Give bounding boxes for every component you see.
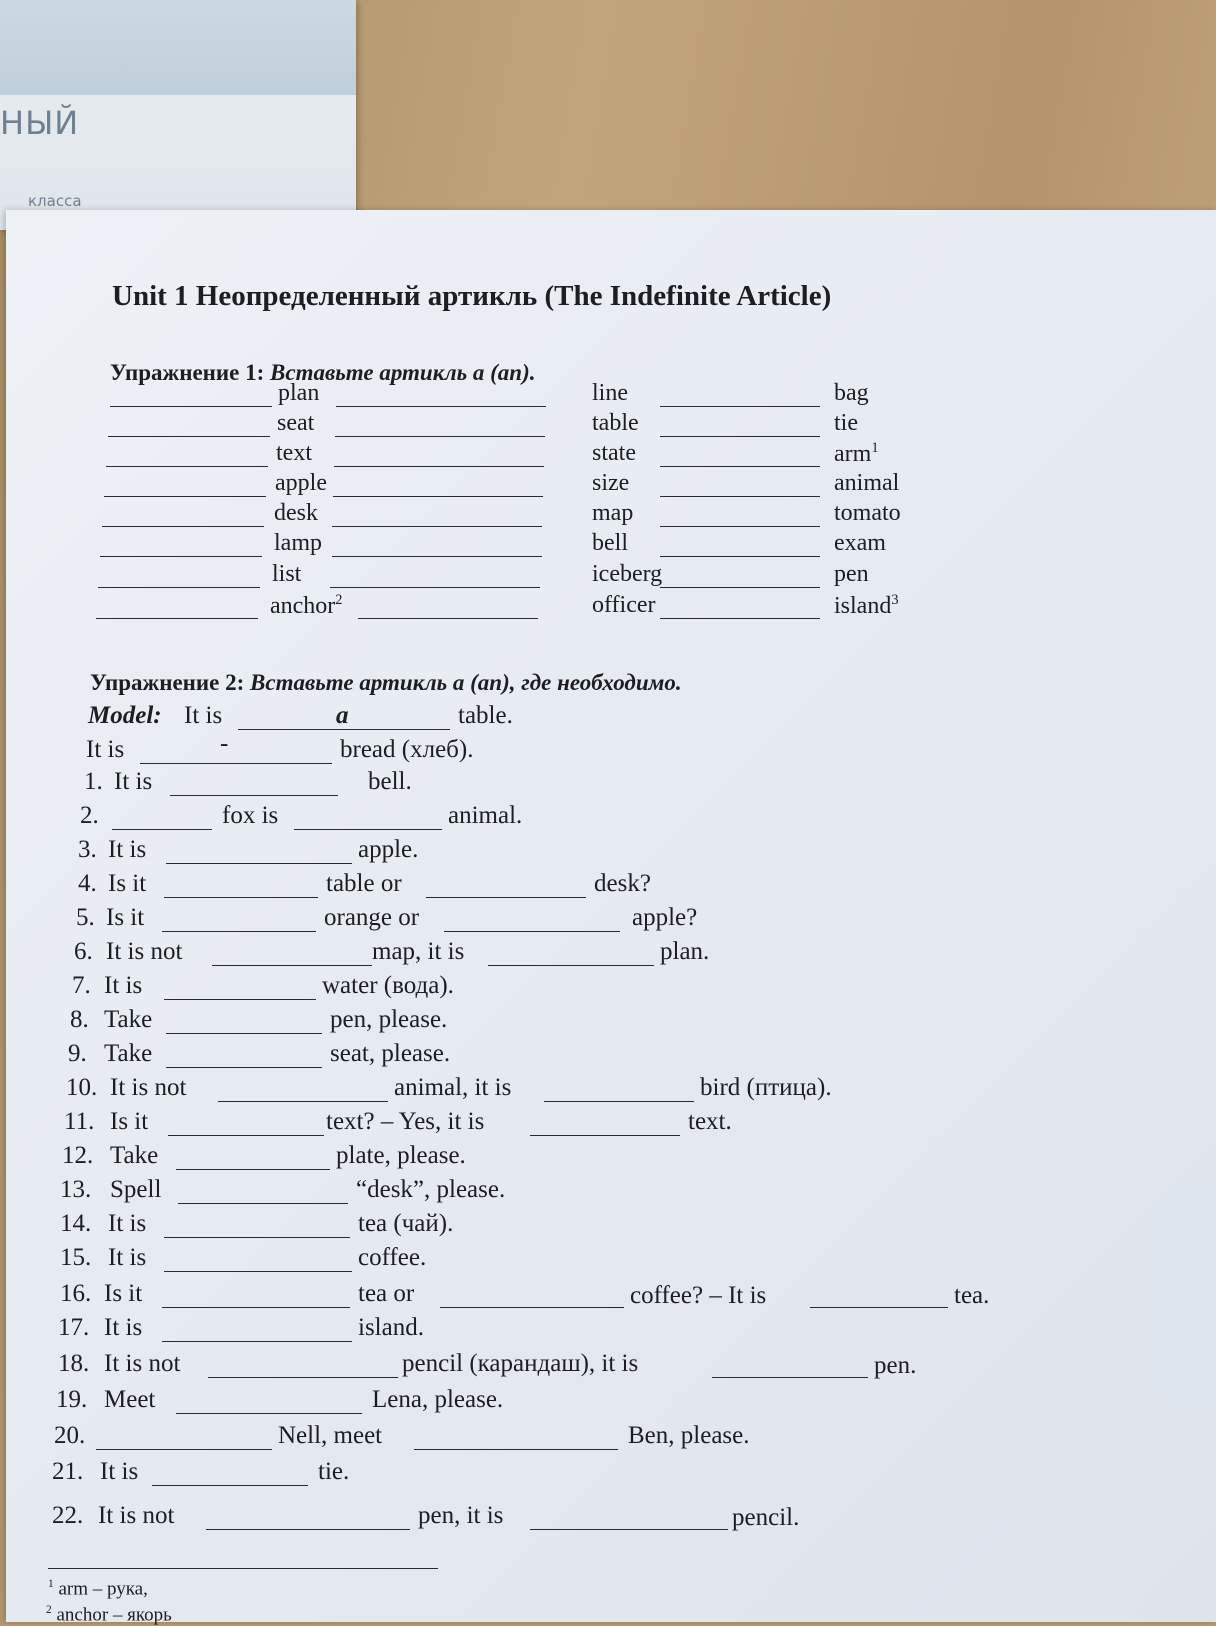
ex1-blank-col3[interactable] [660,618,820,619]
ex1-word: animal [834,470,900,496]
ex2-item-number: 6. [74,938,93,965]
ex2-item-text: plan. [660,938,710,965]
footnote-marker: 2 [335,592,343,608]
ex1-word: desk [274,500,318,526]
ex2-item-text: tea (чай). [358,1210,454,1237]
ex2-item-text: seat, please. [330,1040,451,1067]
ex2-item-text: coffee. [358,1244,427,1271]
model-label: Model: [88,702,162,729]
ex1-blank-col2[interactable] [334,466,544,467]
model2-answer: - [220,730,229,757]
ex2-item-text: It is not [104,1350,181,1377]
footnote-number: 1 [48,1578,54,1590]
ex2-answer-blank[interactable] [162,1307,350,1308]
ex1-word: tie [834,410,858,436]
ex2-item-text: Lena, please. [372,1386,504,1413]
ex1-word: pen [834,561,869,587]
ex2-item-text: text. [688,1108,732,1135]
ex2-item-text: orange or [324,904,420,931]
ex2-item-text: Take [104,1040,153,1067]
ex1-word: list [272,561,302,587]
ex2-item-number: 1. [84,768,103,795]
ex1-word: plan [278,380,320,406]
ex2-item-text: map, it is [372,938,465,965]
exercise2-heading [90,670,682,696]
ex1-blank-col1[interactable] [110,406,272,407]
ex1-blank-col1[interactable] [100,556,262,557]
model-text: It is [184,702,223,729]
ex2-answer-blank[interactable] [164,999,316,1000]
footnote-separator[interactable] [48,1568,438,1569]
ex2-item-text: coffee? – It is [630,1282,767,1309]
footnote-number: 2 [46,1604,52,1616]
ex2-answer-blank[interactable] [440,1307,624,1308]
ex1-blank-col2[interactable] [335,436,545,437]
exercise2-instruction: Вставьте артикль a (an), где необходимо. [250,670,682,695]
ex2-answer-blank[interactable] [170,795,338,796]
ex2-answer-blank[interactable] [164,897,318,898]
ex1-blank-col3[interactable] [660,496,820,497]
ex2-item-text: Ben, please. [628,1422,750,1449]
ex1-word: state [592,440,636,466]
ex2-answer-blank[interactable] [544,1101,694,1102]
ex2-item-text: It is [104,1314,143,1341]
ex2-answer-blank[interactable] [178,1203,348,1204]
ex2-answer-blank[interactable] [162,931,316,932]
ex2-answer-blank[interactable] [166,1067,322,1068]
ex1-word: exam [834,530,886,556]
ex2-item-text: It is [108,1210,147,1237]
ex2-answer-blank[interactable] [414,1449,618,1450]
exercise1-label: Упражнение 1: [110,360,265,385]
ex2-item-text: Take [110,1142,159,1169]
ex2-answer-blank[interactable] [164,1271,352,1272]
ex2-item-number: 21. [52,1458,84,1485]
ex2-item-number: 17. [58,1314,90,1341]
ex1-blank-col3[interactable] [660,556,820,557]
ex2-answer-blank[interactable] [218,1101,388,1102]
ex2-item-number: 14. [60,1210,92,1237]
ex1-word: map [592,500,634,526]
ex1-blank-col1[interactable] [104,496,266,497]
ex1-blank-col2[interactable] [332,526,542,527]
ex2-answer-blank[interactable] [206,1529,410,1530]
ex1-word: apple [275,470,327,496]
ex2-item-number: 12. [62,1142,94,1169]
ex2-answer-blank[interactable] [294,829,442,830]
ex1-blank-col1[interactable] [102,526,264,527]
ex2-item-number: 16. [60,1280,92,1307]
ex2-item-text: It is [108,836,147,863]
ex2-item-text: It is [104,972,143,999]
ex2-item-number: 2. [80,802,99,829]
ex1-word: iceberg [592,561,663,587]
ex2-item-text: It is not [98,1502,175,1529]
ex2-item-text: Spell [110,1176,162,1203]
ex1-word: bell [592,530,628,556]
ex2-item-text: tea. [954,1282,990,1309]
ex2-item-text: bell. [368,768,412,795]
ex2-item-text: It is [100,1458,139,1485]
ex1-blank-col3[interactable] [660,526,820,527]
model-text: table. [458,702,513,729]
model2-blank[interactable] [140,763,332,764]
ex2-item-text: text? – Yes, it is [326,1108,485,1135]
ex2-item-text: tie. [318,1458,350,1485]
ex2-item-text: tea or [358,1280,415,1307]
ex2-item-text: plate, please. [336,1142,466,1169]
ex1-word: size [592,470,630,496]
ex2-item-text: Meet [104,1386,156,1413]
ex1-blank-col3[interactable] [660,466,820,467]
ex2-item-text: apple? [632,904,698,931]
ex2-answer-blank[interactable] [176,1413,362,1414]
ex2-answer-blank[interactable] [530,1135,680,1136]
ex1-blank-col1[interactable] [106,466,268,467]
footnote-marker: 1 [871,440,879,456]
ex2-item-text: table or [326,870,402,897]
ex2-item-number: 8. [70,1006,89,1033]
ex2-item-number: 9. [68,1040,87,1067]
ex2-answer-blank[interactable] [212,965,372,966]
ex2-answer-blank[interactable] [208,1377,398,1378]
ex1-blank-col1[interactable] [96,618,258,619]
ex1-word: island$^3$ [834,592,899,619]
ex1-blank-col2[interactable] [332,556,542,557]
ex2-item-text: Is it [110,1108,149,1135]
ex2-item-text: “desk”, please. [356,1176,506,1203]
ex2-answer-blank[interactable] [488,965,654,966]
ex2-item-text: apple. [358,836,419,863]
ex2-item-text: pencil (карандаш), it is [402,1350,639,1377]
footnote-marker: 3 [891,592,899,608]
ex2-answer-blank[interactable] [164,1237,350,1238]
ex2-item-number: 3. [78,836,97,863]
footnote [48,1578,148,1600]
ex2-answer-blank[interactable] [712,1377,868,1378]
ex1-word: officer [592,592,656,618]
footnote-text: anchor – якорь [51,1604,172,1626]
ex2-answer-blank[interactable] [530,1529,728,1530]
booklet-cover-small-text: класса [28,192,82,210]
ex2-answer-blank[interactable] [176,1169,330,1170]
ex2-item-number: 4. [78,870,97,897]
ex2-item-text: pen. [874,1352,917,1379]
ex2-item-text: fox is [222,802,279,829]
ex1-word: arm$^1$ [834,440,879,467]
ex2-item-text: Is it [106,904,145,931]
ex1-blank-col3[interactable] [660,406,820,407]
ex1-word: lamp [274,530,322,556]
ex2-item-text: Nell, meet [278,1422,383,1449]
ex2-answer-blank[interactable] [810,1307,948,1308]
ex1-word: bag [834,380,869,406]
ex2-item-number: 13. [60,1176,92,1203]
ex2-answer-blank[interactable] [426,897,586,898]
booklet-cover-word: НЫЙ [0,104,80,142]
ex2-item-text: bird (птица). [700,1074,832,1101]
ex1-word: seat [277,410,315,436]
ex1-word: line [592,380,628,406]
exercise1-heading [110,360,536,386]
ex1-blank-col3[interactable] [660,436,820,437]
ex2-item-text: water (вода). [322,972,454,999]
ex2-item-text: pen, please. [330,1006,448,1033]
ex2-item-number: 7. [72,972,91,999]
ex2-item-text: desk? [594,870,651,897]
ex2-answer-blank[interactable] [152,1485,308,1486]
page-title: Unit 1 Неопределенный артикль (The Indefinite Article) [112,280,832,312]
ex2-answer-blank[interactable] [112,829,212,830]
ex2-item-text: It is not [106,938,183,965]
ex2-item-text: Is it [104,1280,143,1307]
ex2-item-text: pencil. [732,1504,800,1531]
model2-text: bread (хлеб). [340,736,474,763]
ex2-item-text: Take [104,1006,153,1033]
ex2-item-text: It is [114,768,153,795]
ex2-item-text: It is [108,1244,147,1271]
model-answer: a [336,702,349,729]
model2-text: It is [86,736,125,763]
ex2-item-text: animal. [448,802,523,829]
ex2-answer-blank[interactable] [168,1135,324,1136]
ex2-item-number: 11. [64,1108,95,1135]
ex2-item-number: 10. [66,1074,98,1101]
footnote-text: arm – рука, [53,1578,148,1600]
ex2-item-text: island. [358,1314,424,1341]
ex1-blank-col2[interactable] [333,496,543,497]
ex2-item-number: 22. [52,1502,84,1529]
ex1-blank-col1[interactable] [98,587,260,588]
ex2-item-number: 18. [58,1350,90,1377]
ex2-answer-blank[interactable] [444,931,620,932]
ex2-answer-blank[interactable] [162,1341,352,1342]
ex2-item-number: 19. [56,1386,88,1413]
ex2-item-number: 20. [54,1422,86,1449]
ex1-word: text [276,440,312,466]
ex2-item-number: 15. [60,1244,92,1271]
ex2-item-text: pen, it is [418,1502,504,1529]
ex1-blank-col3[interactable] [660,587,820,588]
ex2-answer-blank[interactable] [96,1449,272,1450]
exercise2-label: Упражнение 2: [90,670,245,695]
ex1-word: table [592,410,639,436]
exercise1-instruction: Вставьте артикль a (an). [270,360,536,385]
ex1-blank-col2[interactable] [336,406,546,407]
ex1-blank-col2[interactable] [330,587,540,588]
ex1-blank-col1[interactable] [108,436,270,437]
ex1-word: tomato [834,500,901,526]
ex2-item-text: Is it [108,870,147,897]
ex2-answer-blank[interactable] [166,1033,322,1034]
ex2-item-text: animal, it is [394,1074,512,1101]
ex2-answer-blank[interactable] [166,863,352,864]
ex2-item-text: It is not [110,1074,187,1101]
ex1-word: anchor$^2$ [270,592,343,619]
ex1-blank-col2[interactable] [358,618,538,619]
ex2-item-number: 5. [76,904,95,931]
footnote [46,1604,172,1626]
